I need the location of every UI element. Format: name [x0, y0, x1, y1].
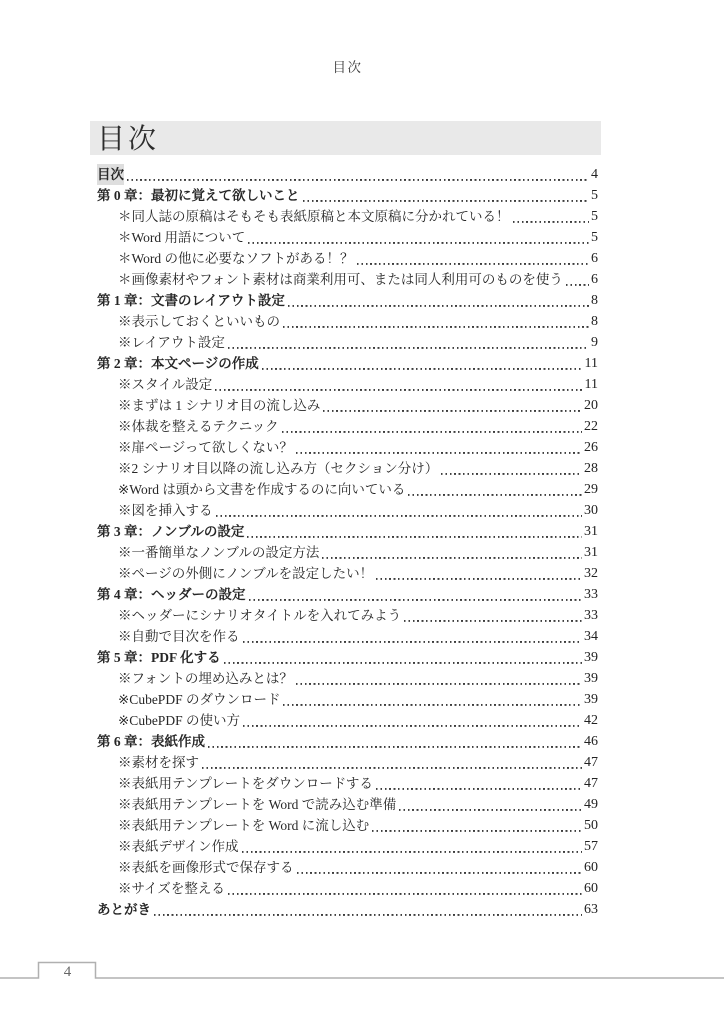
toc-entry-page: 22 [584, 419, 598, 434]
toc-entry [97, 626, 598, 647]
toc-dot-leader [566, 269, 589, 290]
toc-entry [97, 605, 598, 626]
toc-dot-leader [296, 668, 582, 689]
footer-page-number: 4 [63, 964, 72, 980]
toc-entry-title: 目次 [97, 164, 124, 185]
toc-entry-page: 11 [584, 377, 598, 392]
toc-entry-title: ※ページの外側にノンブルを設定したい！ [118, 566, 374, 581]
toc-entry [97, 164, 598, 185]
toc-entry [97, 773, 598, 794]
toc-entry [97, 227, 598, 248]
toc-entry-page: 6 [591, 272, 598, 287]
toc-entry-title: ※表紙デザイン作成 [118, 839, 239, 854]
toc-entry-page: 9 [591, 335, 598, 350]
toc-entry [97, 206, 598, 227]
toc-entry-title: ※Word は頭から文書を作成するのに向いている [118, 482, 406, 497]
toc-entry [97, 563, 598, 584]
toc-entry-title: ※表紙用テンプレートをダウンロードする [118, 776, 373, 791]
toc-entry-title: ※表紙用テンプレートを Word に流し込む [118, 818, 370, 833]
toc-entry-page: 31 [584, 545, 598, 560]
toc-entry [97, 311, 598, 332]
toc-entry-page: 49 [584, 797, 598, 812]
toc-entry-page: 5 [591, 230, 598, 245]
toc-entry-title: あとがき [97, 902, 151, 917]
toc-entry [97, 752, 598, 773]
toc-entry-title: ※扉ページって欲しくない？ [118, 440, 293, 455]
toc-entry-title: ※表紙用テンプレートを Word で読み込む準備 [118, 797, 397, 812]
toc-title: 目次 [97, 123, 160, 154]
toc-dot-leader [399, 794, 582, 815]
toc-entry-title: ※一番簡単なノンブルの設定方法 [118, 545, 320, 560]
toc-entry-page: 50 [584, 818, 598, 833]
toc-entry-title: ＊Word の他に必要なソフトがある！？ [118, 251, 354, 266]
toc-dot-leader [297, 857, 583, 878]
toc-entry-title: ※CubePDF の使い方 [118, 713, 240, 728]
toc-entry-title: ※体裁を整えるテクニック [118, 419, 279, 434]
toc-entry-page: 6 [591, 251, 598, 266]
toc-entry [97, 458, 598, 479]
toc-dot-leader [441, 458, 582, 479]
toc-entry-page: 60 [584, 860, 598, 875]
toc-dot-leader [357, 248, 589, 269]
toc-entry [97, 248, 598, 269]
toc-entry-page: 34 [584, 629, 598, 644]
toc-dot-leader [376, 773, 582, 794]
toc-list [97, 164, 598, 920]
toc-entry-page: 33 [584, 608, 598, 623]
toc-entry-title: 第 1 章：文書のレイアウト設定 [97, 293, 285, 308]
toc-entry-title: ＊同人誌の原稿はそもそも表紙原稿と本文原稿に分かれている！ [118, 209, 510, 224]
toc-entry-title: ※表紙を画像形式で保存する [118, 860, 294, 875]
toc-entry-page: 29 [584, 482, 598, 497]
toc-dot-leader [247, 521, 582, 542]
toc-title-bar [90, 121, 601, 155]
toc-entry [97, 290, 598, 311]
toc-entry-page: 33 [584, 587, 598, 602]
toc-entry-title: ※自動で目次を作る [118, 629, 240, 644]
toc-entry [97, 437, 598, 458]
toc-dot-leader [215, 374, 582, 395]
toc-entry-page: 63 [584, 902, 598, 917]
toc-entry-page: 26 [584, 440, 598, 455]
toc-entry [97, 332, 598, 353]
toc-entry-title: 第 0 章：最初に覚えて欲しいこと [97, 188, 300, 203]
toc-entry-page: 5 [591, 188, 598, 203]
toc-entry [97, 500, 598, 521]
toc-dot-leader [228, 332, 589, 353]
toc-dot-leader [262, 353, 583, 374]
toc-entry-page: 11 [584, 356, 598, 371]
toc-dot-leader [242, 836, 582, 857]
toc-entry [97, 353, 598, 374]
toc-entry-page: 39 [584, 650, 598, 665]
toc-entry-title: ※フォントの埋め込みとは？ [118, 671, 293, 686]
toc-entry-title: ※図を挿入する [118, 503, 213, 518]
toc-entry-page: 57 [584, 839, 598, 854]
toc-entry [97, 269, 598, 290]
toc-entry-page: 28 [584, 461, 598, 476]
toc-entry-page: 47 [584, 776, 598, 791]
toc-entry [97, 521, 598, 542]
running-header: 目次 [332, 60, 363, 75]
toc-entry [97, 857, 598, 878]
toc-dot-leader [243, 626, 583, 647]
toc-entry [97, 815, 598, 836]
toc-entry [97, 185, 598, 206]
toc-entry-page: 60 [584, 881, 598, 896]
toc-dot-leader [283, 689, 582, 710]
toc-entry-page: 5 [591, 209, 598, 224]
toc-dot-leader [249, 584, 583, 605]
toc-dot-leader [296, 437, 582, 458]
toc-dot-leader [202, 752, 582, 773]
toc-entry-title: 第 5 章：PDF 化する [97, 650, 221, 665]
toc-entry-page: 32 [584, 566, 598, 581]
toc-entry [97, 479, 598, 500]
toc-entry-title: ＊Word 用語について [118, 230, 246, 245]
toc-dot-leader [283, 311, 589, 332]
toc-dot-leader [322, 542, 582, 563]
toc-entry-page: 39 [584, 671, 598, 686]
toc-entry [97, 689, 598, 710]
toc-entry-page: 39 [584, 692, 598, 707]
toc-dot-leader [228, 878, 582, 899]
toc-dot-leader [404, 605, 582, 626]
toc-entry [97, 584, 598, 605]
toc-entry [97, 794, 598, 815]
toc-dot-leader [323, 395, 582, 416]
toc-entry [97, 374, 598, 395]
toc-dot-leader [154, 899, 582, 920]
toc-dot-leader [376, 563, 582, 584]
toc-dot-leader [282, 416, 582, 437]
toc-entry [97, 416, 598, 437]
toc-entry-title: ※サイズを整える [118, 881, 225, 896]
toc-entry-title: ※ヘッダーにシナリオタイトルを入れてみよう [118, 608, 402, 623]
toc-entry-page: 30 [584, 503, 598, 518]
toc-entry [97, 836, 598, 857]
toc-dot-leader [303, 185, 590, 206]
toc-dot-leader [372, 815, 582, 836]
toc-entry [97, 731, 598, 752]
toc-entry [97, 668, 598, 689]
toc-dot-leader [216, 500, 583, 521]
toc-entry-page: 46 [584, 734, 598, 749]
toc-entry-page: 8 [591, 293, 598, 308]
toc-entry [97, 395, 598, 416]
toc-entry-page: 47 [584, 755, 598, 770]
toc-entry-title: ※レイアウト設定 [118, 335, 225, 350]
toc-entry-title: 第 3 章：ノンブルの設定 [97, 524, 245, 539]
toc-entry-page: 4 [591, 167, 598, 182]
toc-entry-title: ※2 シナリオ目以降の流し込み方（セクション分け） [118, 461, 439, 476]
toc-entry-title: 第 4 章：ヘッダーの設定 [97, 587, 246, 602]
toc-entry [97, 542, 598, 563]
toc-entry-title: ＊画像素材やフォント素材は商業利用可、または同人利用可のものを使う [118, 272, 563, 287]
toc-dot-leader [248, 227, 589, 248]
toc-entry-title: 第 6 章：表紙作成 [97, 734, 205, 749]
toc-dot-leader [408, 479, 582, 500]
toc-dot-leader [224, 647, 582, 668]
toc-dot-leader [513, 206, 590, 227]
toc-entry [97, 647, 598, 668]
toc-entry [97, 899, 598, 920]
toc-entry-page: 42 [584, 713, 598, 728]
toc-entry-page: 20 [584, 398, 598, 413]
toc-dot-leader [127, 164, 589, 185]
toc-entry-title: ※CubePDF のダウンロード [118, 692, 281, 707]
toc-entry-title: ※表示しておくといいもの [118, 314, 280, 329]
toc-entry-title: 第 2 章：本文ページの作成 [97, 356, 259, 371]
footer-rule [0, 955, 724, 995]
toc-dot-leader [243, 710, 582, 731]
toc-entry [97, 710, 598, 731]
toc-entry-title: ※まずは 1 シナリオ目の流し込み [118, 398, 321, 413]
toc-entry-title: ※素材を探す [118, 755, 199, 770]
toc-entry-title: ※スタイル設定 [118, 377, 213, 392]
toc-dot-leader [288, 290, 589, 311]
toc-dot-leader [208, 731, 582, 752]
toc-entry-page: 31 [584, 524, 598, 539]
toc-entry-page: 8 [591, 314, 598, 329]
toc-entry [97, 878, 598, 899]
